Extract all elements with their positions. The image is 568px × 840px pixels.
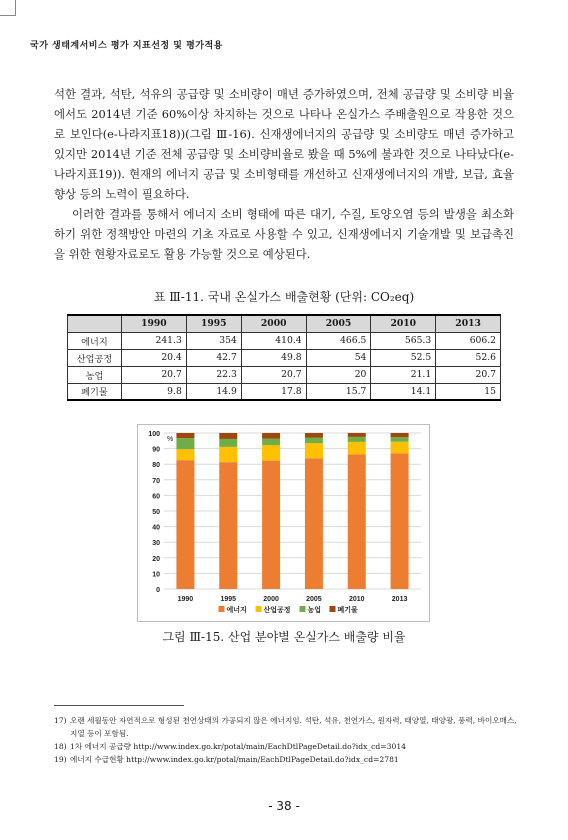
running-header: 국가 생태계서비스 평가 지표선정 및 평가적용 xyxy=(30,41,223,51)
table-cell: 15.7 xyxy=(306,383,371,400)
table-cell: 20.7 xyxy=(436,366,501,383)
y-tick-label: 10 xyxy=(152,571,160,579)
table-cell: 241.3 xyxy=(122,332,187,349)
row-label: 에너지 xyxy=(68,332,122,349)
footnote-rule xyxy=(54,705,184,706)
table-header-cell: 2013 xyxy=(436,315,501,332)
bar-segment xyxy=(176,449,194,460)
bar-segment xyxy=(391,433,409,437)
bar-segment xyxy=(262,433,280,439)
table-header-cell xyxy=(68,315,122,332)
x-tick-label: 2013 xyxy=(391,596,408,603)
crop-mark xyxy=(0,0,16,16)
bar-segment xyxy=(391,453,409,589)
table-header-cell: 1990 xyxy=(122,315,187,332)
table-cell: 22.3 xyxy=(186,366,241,383)
footnote xyxy=(54,740,520,753)
table-row xyxy=(68,366,501,383)
x-tick-label: 1995 xyxy=(220,596,237,603)
footnote-text: 에너지 수급현황 http://www.index.go.kr/potal/main/EachDtlPageDetail.do?idx_cd=2781 xyxy=(70,755,399,764)
legend-label: 농업 xyxy=(307,606,322,614)
y-tick-label: 30 xyxy=(152,540,160,548)
bar-segment xyxy=(176,438,194,449)
legend-swatch xyxy=(330,606,336,612)
table-cell: 606.2 xyxy=(436,332,501,349)
y-tick-label: 70 xyxy=(152,477,160,485)
body-paragraph-2: 이러한 결과를 통해서 에너지 소비 형태에 따른 대기, 수질, 토양오염 등의 발생을 최소화하기 위한 정책방안 마련의 기초 자료로 사용할 수 있고, 신재생에너지 기술개발 및 보급촉진을 위한 현황자료로도 활용 가능할 것으로 예상된다. xyxy=(54,207,514,261)
table-cell: 354 xyxy=(186,332,241,349)
stacked-bar-chart xyxy=(137,424,430,622)
footnote-text: 오랜 세월동안 자연적으로 형성된 천연상태의 가공되지 않은 에너지임. 석탄, 석유, 천연가스, 원자력, 태양열, 태양광, 풍력, 바이오매스, 지열 등이 포함됨. xyxy=(70,716,517,738)
bar-segment xyxy=(219,433,237,439)
y-tick-label: 20 xyxy=(152,555,160,563)
x-tick-label: 2010 xyxy=(348,596,365,603)
x-tick-label: 2005 xyxy=(306,596,322,603)
table-header-cell: 2000 xyxy=(241,315,306,332)
table-row xyxy=(68,383,501,400)
table-cell: 410.4 xyxy=(241,332,306,349)
table-cell: 14.1 xyxy=(371,383,436,400)
table-cell: 42.7 xyxy=(186,349,241,366)
legend-swatch xyxy=(300,606,306,612)
table-cell: 466.5 xyxy=(306,332,371,349)
table-cell: 20.7 xyxy=(241,366,306,383)
table-row xyxy=(68,349,501,366)
bar-segment xyxy=(305,443,323,458)
table-header-cell: 2005 xyxy=(306,315,371,332)
row-label: 농업 xyxy=(68,366,122,383)
bar-segment xyxy=(348,454,366,589)
legend-label: 에너지 xyxy=(226,606,247,614)
emissions-table xyxy=(67,314,501,401)
y-tick-label: 100 xyxy=(148,431,160,438)
legend-label: 산업공정 xyxy=(263,606,291,614)
footnote xyxy=(54,714,520,740)
bar-segment xyxy=(305,438,323,444)
row-label: 폐기물 xyxy=(68,383,122,400)
legend-swatch xyxy=(256,606,262,612)
table-cell: 52.6 xyxy=(436,349,501,366)
table-cell: 21.1 xyxy=(371,366,436,383)
table-cell: 20.7 xyxy=(122,366,187,383)
bar-segment xyxy=(262,445,280,461)
figure-caption: 그림 Ⅲ-15. 산업 분야별 온실가스 배출량 비율 xyxy=(162,630,406,644)
y-tick-label: 0 xyxy=(156,587,160,594)
table-caption: 표 Ⅲ-11. 국내 온실가스 배출현황 (단위: CO₂eq) xyxy=(153,290,415,304)
page-number: - 38 - xyxy=(268,799,300,813)
legend-label: 폐기물 xyxy=(337,606,358,614)
y-tick-label: 80 xyxy=(152,462,160,470)
table-row xyxy=(68,332,501,349)
table-cell: 14.9 xyxy=(186,383,241,400)
bar-segment xyxy=(262,439,280,445)
table-header-cell: 1995 xyxy=(186,315,241,332)
footnote xyxy=(54,753,520,766)
footnote-number: 18) xyxy=(54,742,67,751)
table-cell: 15 xyxy=(436,383,501,400)
bar-segment xyxy=(305,433,323,438)
footnote-number: 17) xyxy=(54,716,67,725)
bar-segment xyxy=(176,460,194,589)
x-tick-label: 1990 xyxy=(177,596,194,603)
table-cell: 565.3 xyxy=(371,332,436,349)
bar-segment xyxy=(176,433,194,438)
bar-segment xyxy=(348,437,366,442)
body-paragraph-1: 석한 결과, 석탄, 석유의 공급량 및 소비량이 매년 증가하였으며, 전체 공급량 및 소비량 비율에서도 2014년 기준 60%이상 차지하는 것으로 나타나 온실가스 주배출원으로 작용한 것으로 보인다(e-나라지표18))(그림 Ⅲ-16). 신재생에너지의 공급량 및 소비량도 매년 증가하고 있지만 2014년 기준 전체 공급량 및 소비량비율로 봤을 때 5%에 불과한 것으로 나타났다(e-나라지표19)). 현재의 에너지 공급 및 소비형태를 개선하고 신재생에너지의 개발, 보급, 효율 향상 등의 노력이 필요하다. xyxy=(54,87,514,201)
table-cell: 20 xyxy=(306,366,371,383)
footnote-number: 19) xyxy=(54,755,67,764)
bar-segment xyxy=(219,447,237,462)
y-tick-label: 60 xyxy=(152,493,160,501)
table-cell: 49.8 xyxy=(241,349,306,366)
bar-segment xyxy=(391,442,409,454)
bar-segment xyxy=(305,458,323,589)
bar-segment xyxy=(348,442,366,454)
footnotes xyxy=(54,714,520,766)
legend-swatch xyxy=(219,606,225,612)
bar-segment xyxy=(219,439,237,447)
row-label: 산업공정 xyxy=(68,349,122,366)
table-header-cell: 2010 xyxy=(371,315,436,332)
y-tick-label: 90 xyxy=(152,446,160,454)
table-cell: 9.8 xyxy=(122,383,187,400)
bar-segment xyxy=(219,462,237,589)
bar-segment xyxy=(348,433,366,437)
table-cell: 54 xyxy=(306,349,371,366)
table-cell: 17.8 xyxy=(241,383,306,400)
table-cell: 20.4 xyxy=(122,349,187,366)
y-axis-label: % xyxy=(167,436,174,443)
footnote-text: 1차 에너지 공급량 http://www.index.go.kr/potal/main/EachDtlPageDetail.do?idx_cd=3014 xyxy=(70,742,406,751)
bar-segment xyxy=(262,461,280,589)
chart-canvas xyxy=(138,425,431,623)
y-tick-label: 50 xyxy=(152,509,160,516)
table-header-row xyxy=(68,315,501,332)
x-tick-label: 2000 xyxy=(263,596,279,603)
y-tick-label: 40 xyxy=(152,524,160,532)
bar-segment xyxy=(391,437,409,442)
table-cell: 52.5 xyxy=(371,349,436,366)
